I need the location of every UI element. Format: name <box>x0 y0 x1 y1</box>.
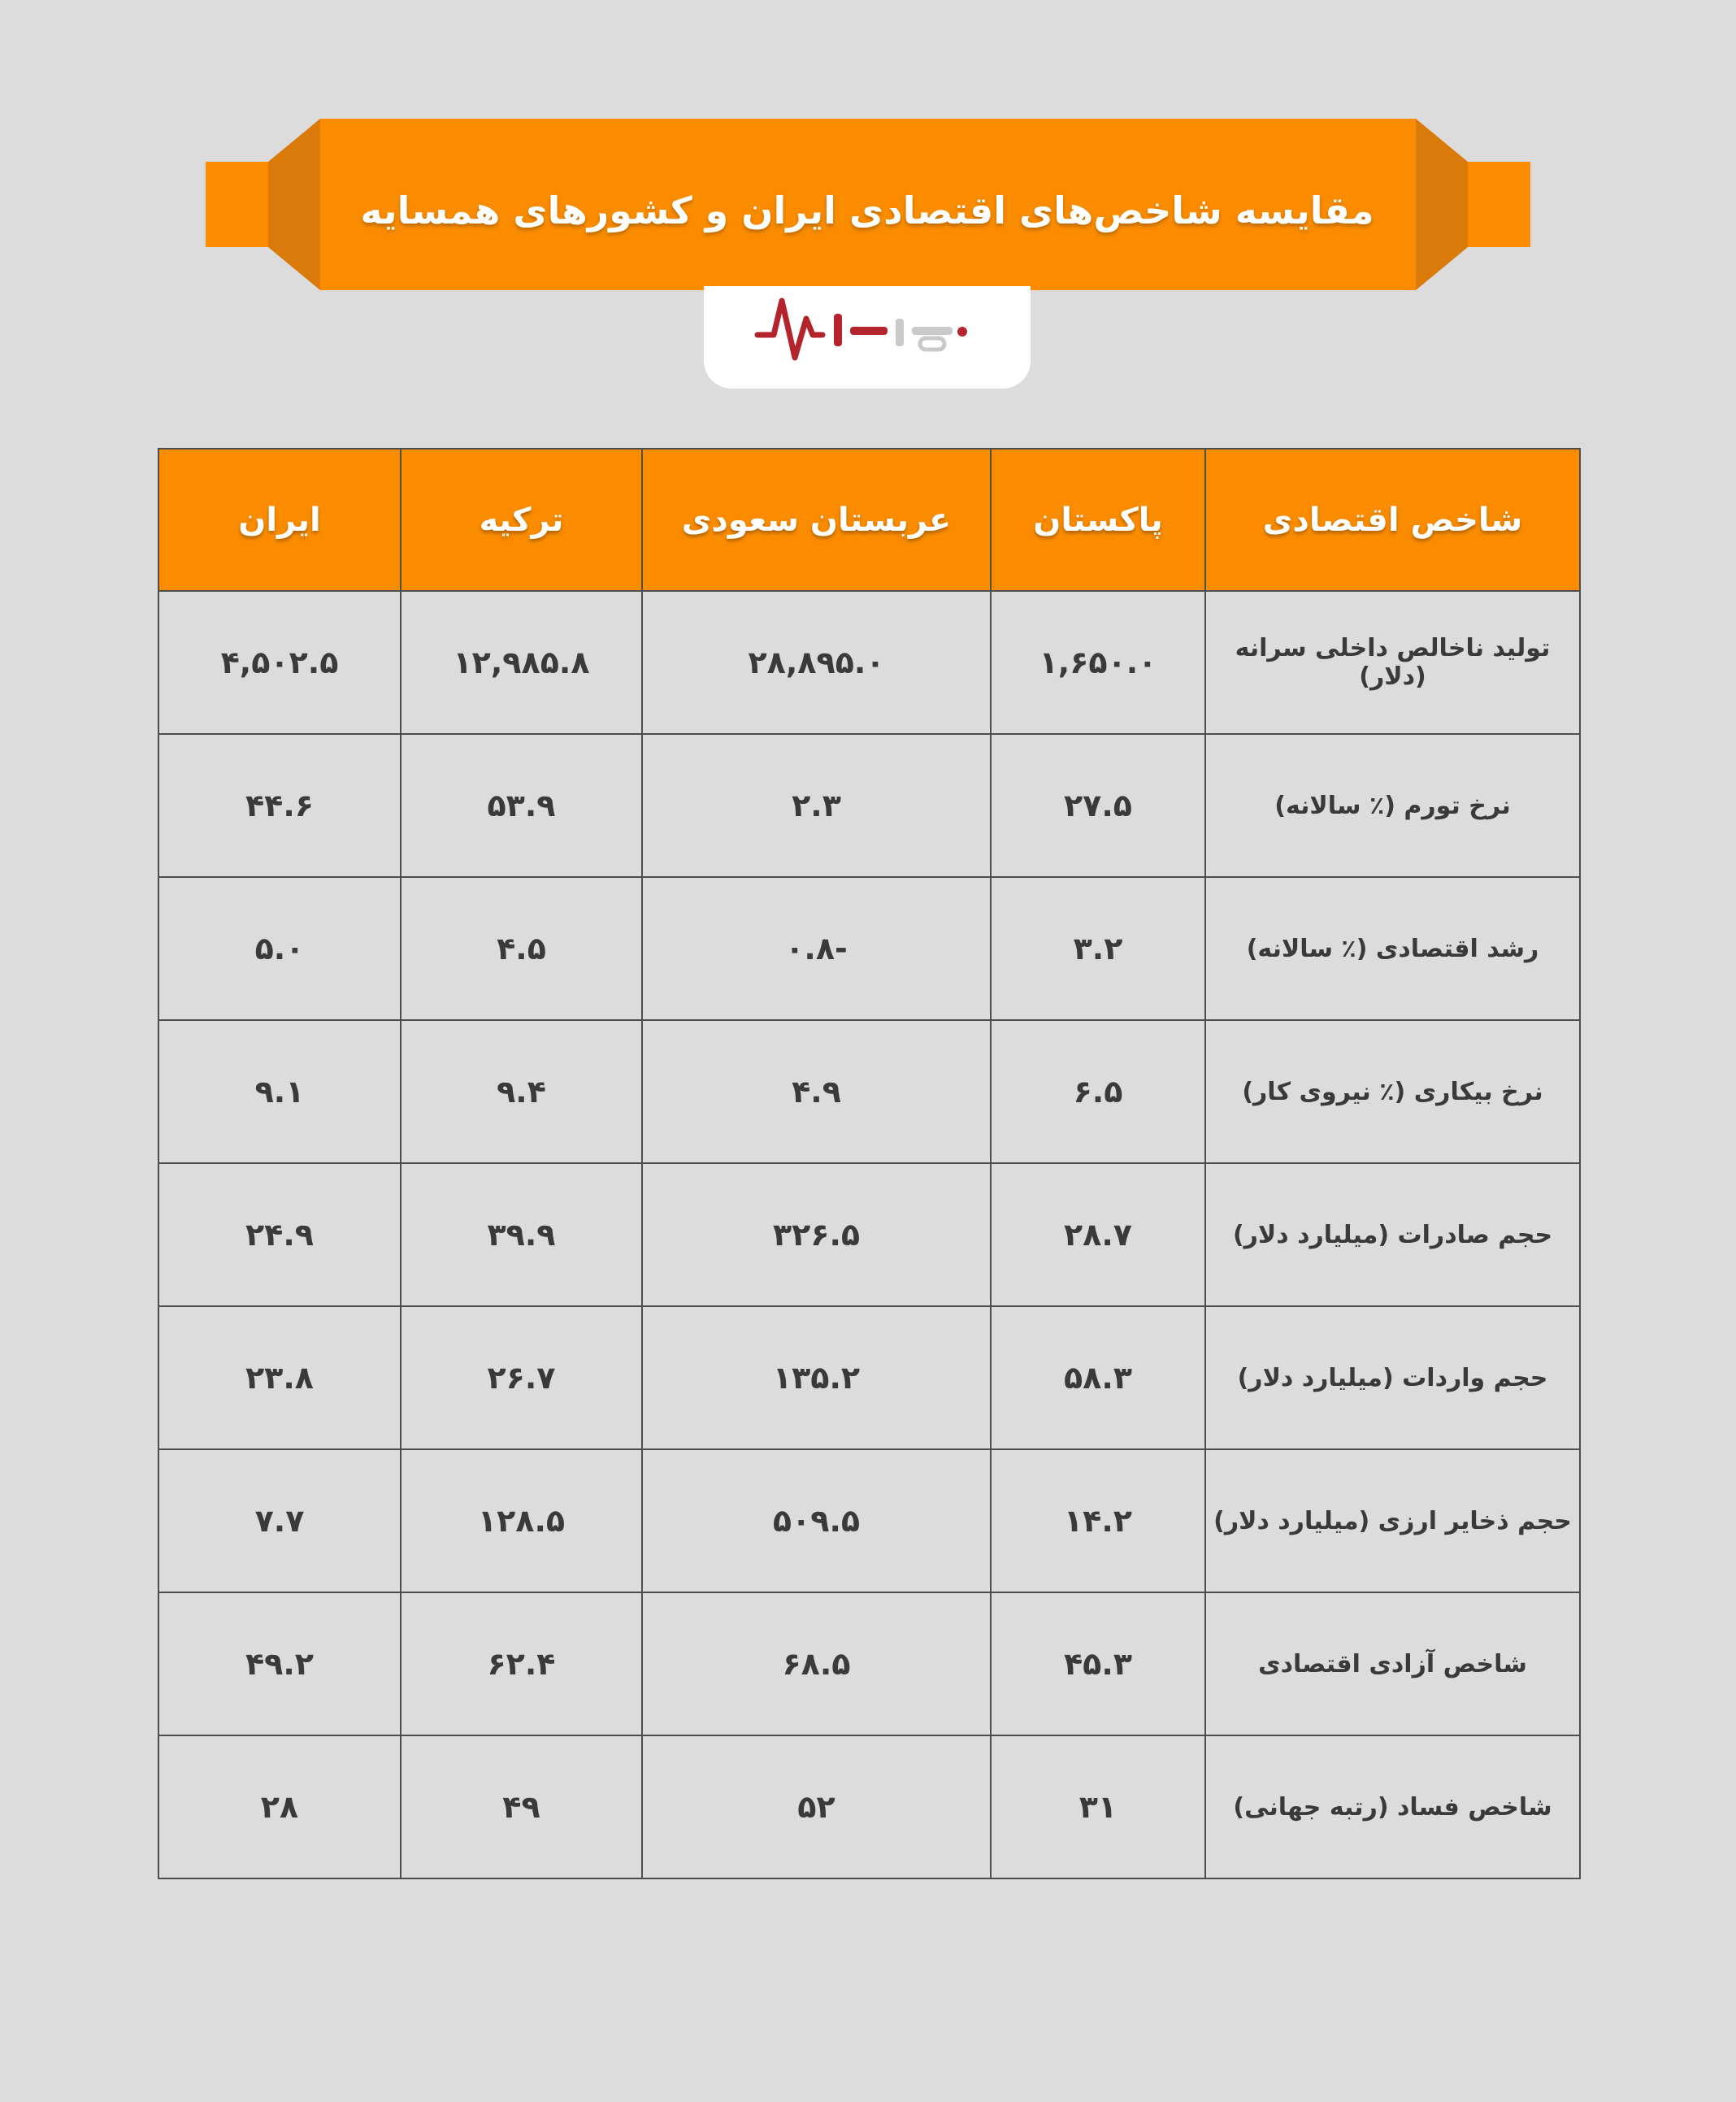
cell-value: ۱۲,۹۸۵.۸ <box>401 591 642 734</box>
cell-value: ۵۲ <box>642 1735 991 1878</box>
cell-value: ۵۳.۹ <box>401 734 642 877</box>
table-row <box>158 1592 1580 1735</box>
cell-value: ۲۸.۷ <box>991 1163 1205 1306</box>
row-label: حجم صادرات (میلیارد دلار) <box>1205 1163 1580 1306</box>
cell-value: ۴,۵۰۲.۵ <box>158 591 401 734</box>
cell-value: ۱۲۸.۵ <box>401 1449 642 1592</box>
cell-value: ۲۶.۷ <box>401 1306 642 1449</box>
column-header-saudi-arabia: عربستان سعودی <box>642 449 991 591</box>
cell-value: ۲۳.۸ <box>158 1306 401 1449</box>
cell-value: ۶۲.۴ <box>401 1592 642 1735</box>
cell-value: ۱,۶۵۰.۰ <box>991 591 1205 734</box>
cell-value: ۴.۵ <box>401 877 642 1020</box>
cell-value: ۹.۱ <box>158 1020 401 1163</box>
header-row <box>158 449 1580 591</box>
cell-value: -۰.۸ <box>642 877 991 1020</box>
row-label: حجم ذخایر ارزی (میلیارد دلار) <box>1205 1449 1580 1592</box>
column-header-turkey: ترکیه <box>401 449 642 591</box>
table-row <box>158 591 1580 734</box>
column-header-indicator: شاخص اقتصادی <box>1205 449 1580 591</box>
cell-value: ۳۹.۹ <box>401 1163 642 1306</box>
row-label: تولید ناخالص داخلی سرانه (دلار) <box>1205 591 1580 734</box>
cell-value: ۵۰۹.۵ <box>642 1449 991 1592</box>
cell-value: ۱۳۵.۲ <box>642 1306 991 1449</box>
cell-value: ۴۹.۲ <box>158 1592 401 1735</box>
row-label: شاخص آزادی اقتصادی <box>1205 1592 1580 1735</box>
table-row <box>158 1735 1580 1878</box>
cell-value: ۴۴.۶ <box>158 734 401 877</box>
cell-value: ۵۸.۳ <box>991 1306 1205 1449</box>
cell-value: ۲۷.۵ <box>991 734 1205 877</box>
row-label: حجم واردات (میلیارد دلار) <box>1205 1306 1580 1449</box>
cell-value: ۲۴.۹ <box>158 1163 401 1306</box>
cell-value: ۲.۳ <box>642 734 991 877</box>
cell-value: ۴.۹ <box>642 1020 991 1163</box>
indicators-table <box>158 448 1581 1879</box>
table-row <box>158 1020 1580 1163</box>
page-title: مقایسه شاخص‌های اقتصادی ایران و کشورهای همسایه <box>360 189 1374 232</box>
cell-value: ۲۸,۸۹۵.۰ <box>642 591 991 734</box>
column-header-pakistan: پاکستان <box>991 449 1205 591</box>
title-banner <box>0 0 1736 293</box>
table-row <box>158 1306 1580 1449</box>
cell-value: ۲۸ <box>158 1735 401 1878</box>
cell-value: ۴۵.۳ <box>991 1592 1205 1735</box>
row-label: رشد اقتصادی (٪ سالانه) <box>1205 877 1580 1020</box>
table-row <box>158 877 1580 1020</box>
row-label: نرخ تورم (٪ سالانه) <box>1205 734 1580 877</box>
cell-value: ۶۸.۵ <box>642 1592 991 1735</box>
cell-value: ۵.۰ <box>158 877 401 1020</box>
row-label: نرخ بیکاری (٪ نیروی کار) <box>1205 1020 1580 1163</box>
logo-tab <box>704 286 1031 389</box>
cell-value: ۳۱ <box>991 1735 1205 1878</box>
cell-value: ۳.۲ <box>991 877 1205 1020</box>
row-label: شاخص فساد (رتبه جهانی) <box>1205 1735 1580 1878</box>
table-row <box>158 734 1580 877</box>
table-row <box>158 1449 1580 1592</box>
cell-value: ۶.۵ <box>991 1020 1205 1163</box>
cell-value: ۹.۴ <box>401 1020 642 1163</box>
column-header-iran: ایران <box>158 449 401 591</box>
cell-value: ۴۹ <box>401 1735 642 1878</box>
bourse-bazar-logo <box>753 286 980 367</box>
table-row <box>158 1163 1580 1306</box>
cell-value: ۷.۷ <box>158 1449 401 1592</box>
cell-value: ۳۲۶.۵ <box>642 1163 991 1306</box>
cell-value: ۱۴.۲ <box>991 1449 1205 1592</box>
